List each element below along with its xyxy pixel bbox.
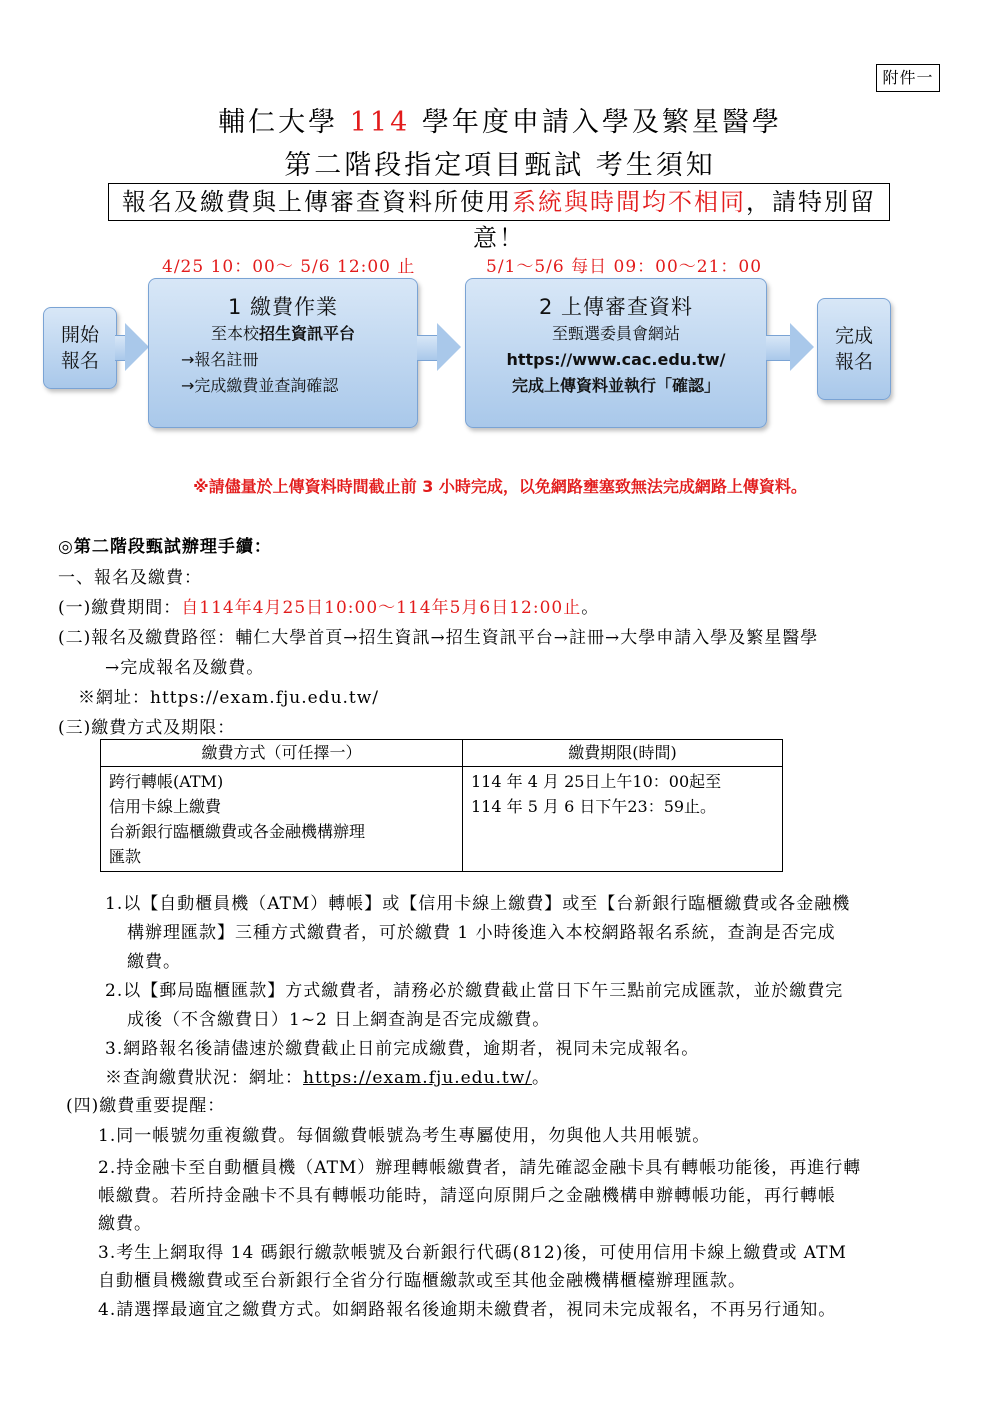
flow-arrow-3-body xyxy=(766,335,792,361)
table-row xyxy=(101,767,783,872)
flow-arrow-2-body xyxy=(417,335,439,361)
reminder-2-line3: 繳費。 xyxy=(98,1214,152,1234)
flow-end-box xyxy=(817,298,891,400)
method-bank-counter: 台新銀行臨櫃繳費或各金融機構辦理 xyxy=(109,822,366,841)
flow-arrow-3-icon xyxy=(790,323,814,371)
step2-line1: 至甄選委員會網站 xyxy=(551,324,680,343)
table-header-period: 繳費期限(時間) xyxy=(463,740,783,767)
step2-line3: 完成上傳資料並執行「確認」 xyxy=(511,376,720,395)
payment-query-note xyxy=(105,1063,550,1088)
reminders-heading: (四)繳費重要提醒： xyxy=(66,1096,226,1116)
table-header-method: 繳費方式（可任擇一） xyxy=(101,740,463,767)
table-header-row xyxy=(101,740,783,767)
payment-period-value: 自114年4月25日10:00～114年5月6日12:00止 xyxy=(181,598,582,618)
payment-methods-heading: (三)繳費方式及期限： xyxy=(58,718,236,738)
title-program: 學年度申請入學及繁星醫學 xyxy=(421,107,782,138)
step1-platform: 招生資訊平台 xyxy=(259,324,356,343)
attachment-label: 附件一 xyxy=(876,64,940,92)
method-credit-card: 信用卡線上繳費 xyxy=(109,797,222,816)
reminder-1: 1.同一帳號勿重複繳費。每個繳費帳號為考生專屬使用，勿與他人共用帳號。 xyxy=(98,1126,711,1146)
reminder-4: 4.請選擇最適宜之繳費方式。如網路報名後逾期未繳費者，視同未完成報名，不再另行通知。 xyxy=(98,1300,837,1320)
step1-line3: →完成繳費並查詢確認 xyxy=(181,376,339,395)
note-2-line2: 成後（不含繳費日）1~2 日上網查詢是否完成繳費。 xyxy=(127,1010,551,1030)
payment-query-label: ※查詢繳費狀況：網址： xyxy=(105,1068,303,1088)
notice-text-highlight: 系統與時間均不相同 xyxy=(512,188,746,216)
note-1-line3: 繳費。 xyxy=(127,952,181,972)
upload-warning: ※請儘量於上傳資料時間截止前 3 小時完成，以免網路壅塞致無法完成網路上傳資料。 xyxy=(193,477,807,496)
end-label-2: 報名 xyxy=(834,351,873,373)
important-notice-box xyxy=(108,183,890,252)
start-label-2: 報名 xyxy=(60,350,99,372)
step1-title: 1 繳費作業 xyxy=(227,295,339,319)
end-label-1: 完成 xyxy=(834,325,873,347)
payment-methods-table xyxy=(100,739,783,872)
reminder-2-line1: 2.持金融卡至自動櫃員機（ATM）辦理轉帳繳費者，請先確認金融卡具有轉帳功能後，再進行轉 xyxy=(98,1158,862,1178)
title-year: 114 xyxy=(349,107,411,138)
step2-url: https://www.cac.edu.tw/ xyxy=(506,350,726,369)
note-3: 3.網路報名後請儘速於繳費截止日前完成繳費，逾期者，視同未完成報名。 xyxy=(105,1039,700,1059)
table-cell-methods xyxy=(101,767,463,872)
method-remittance: 匯款 xyxy=(109,847,142,866)
method-atm: 跨行轉帳(ATM) xyxy=(109,772,224,791)
step1-line1-a: 至本校 xyxy=(210,324,259,343)
document-title-line2: 第二階段指定項目甄試 考生須知 xyxy=(284,150,716,181)
step1-line1 xyxy=(149,321,417,347)
payment-period-label: (一)繳費期間： xyxy=(58,598,182,618)
payment-period xyxy=(58,593,599,618)
flow-start-box xyxy=(43,307,117,389)
flow-step1-payment xyxy=(148,278,418,428)
payment-period-end: 。 xyxy=(581,598,600,618)
notice-text-b: ，請特別留意！ xyxy=(473,188,876,252)
notice-text-a: 報名及繳費與上傳審查資料所使用 xyxy=(122,188,512,216)
period-start: 114 年 4 月 25日上午10：00起至 xyxy=(471,772,722,791)
registration-path-line2: →完成報名及繳費。 xyxy=(105,658,265,678)
step2-title: 2 上傳審查資料 xyxy=(538,295,694,319)
start-label-1: 開始 xyxy=(60,324,99,346)
step1-date-range: 4/25 10：00～ 5/6 12:00 止 xyxy=(162,257,416,277)
section-heading: ◎第二階段甄試辦理手續： xyxy=(58,537,272,557)
section-1-heading: 一、報名及繳費： xyxy=(58,568,202,588)
title-school: 輔仁大學 xyxy=(218,107,339,138)
payment-query-link[interactable]: https://exam.fju.edu.tw/ xyxy=(303,1068,533,1088)
note-1-line1: 1.以【自動櫃員機（ATM）轉帳】或【信用卡線上繳費】或至【台新銀行臨櫃繳費或各金融機 xyxy=(105,894,851,914)
registration-url: ※網址：https://exam.fju.edu.tw/ xyxy=(78,688,380,708)
flow-arrow-2-icon xyxy=(437,323,461,371)
document-title-line1 xyxy=(0,100,1000,139)
registration-path-line1: (二)報名及繳費路徑：輔仁大學首頁→招生資訊→招生資訊平台→註冊→大學申請入學及繁星醫學 xyxy=(58,628,819,648)
table-cell-period xyxy=(463,767,783,872)
note-2-line1: 2.以【郵局臨櫃匯款】方式繳費者，請務必於繳費截止當日下午三點前完成匯款，並於繳費完 xyxy=(105,981,844,1001)
payment-query-end: 。 xyxy=(532,1068,551,1088)
note-1-line2: 構辦理匯款】三種方式繳費者，可於繳費 1 小時後進入本校網路報名系統，查詢是否完成 xyxy=(127,923,836,943)
reminder-3-line2: 自動櫃員機繳費或至台新銀行全省分行臨櫃繳款或至其他金融機構櫃檯辦理匯款。 xyxy=(98,1271,746,1291)
flow-step2-upload xyxy=(465,278,767,428)
period-end: 114 年 5 月 6 日下午23：59止。 xyxy=(471,797,717,816)
flow-arrow-1-icon xyxy=(125,323,149,371)
step2-date-range: 5/1～5/6 每日 09：00～21：00 xyxy=(486,257,763,277)
step1-line2: →報名註冊 xyxy=(181,350,259,369)
reminder-2-line2: 帳繳費。若所持金融卡不具有轉帳功能時，請逕向原開戶之金融機構申辦轉帳功能，再行轉帳 xyxy=(98,1186,836,1206)
reminder-3-line1: 3.考生上網取得 14 碼銀行繳款帳號及台新銀行代碼(812)後，可使用信用卡線上繳費或 ATM xyxy=(98,1243,847,1263)
